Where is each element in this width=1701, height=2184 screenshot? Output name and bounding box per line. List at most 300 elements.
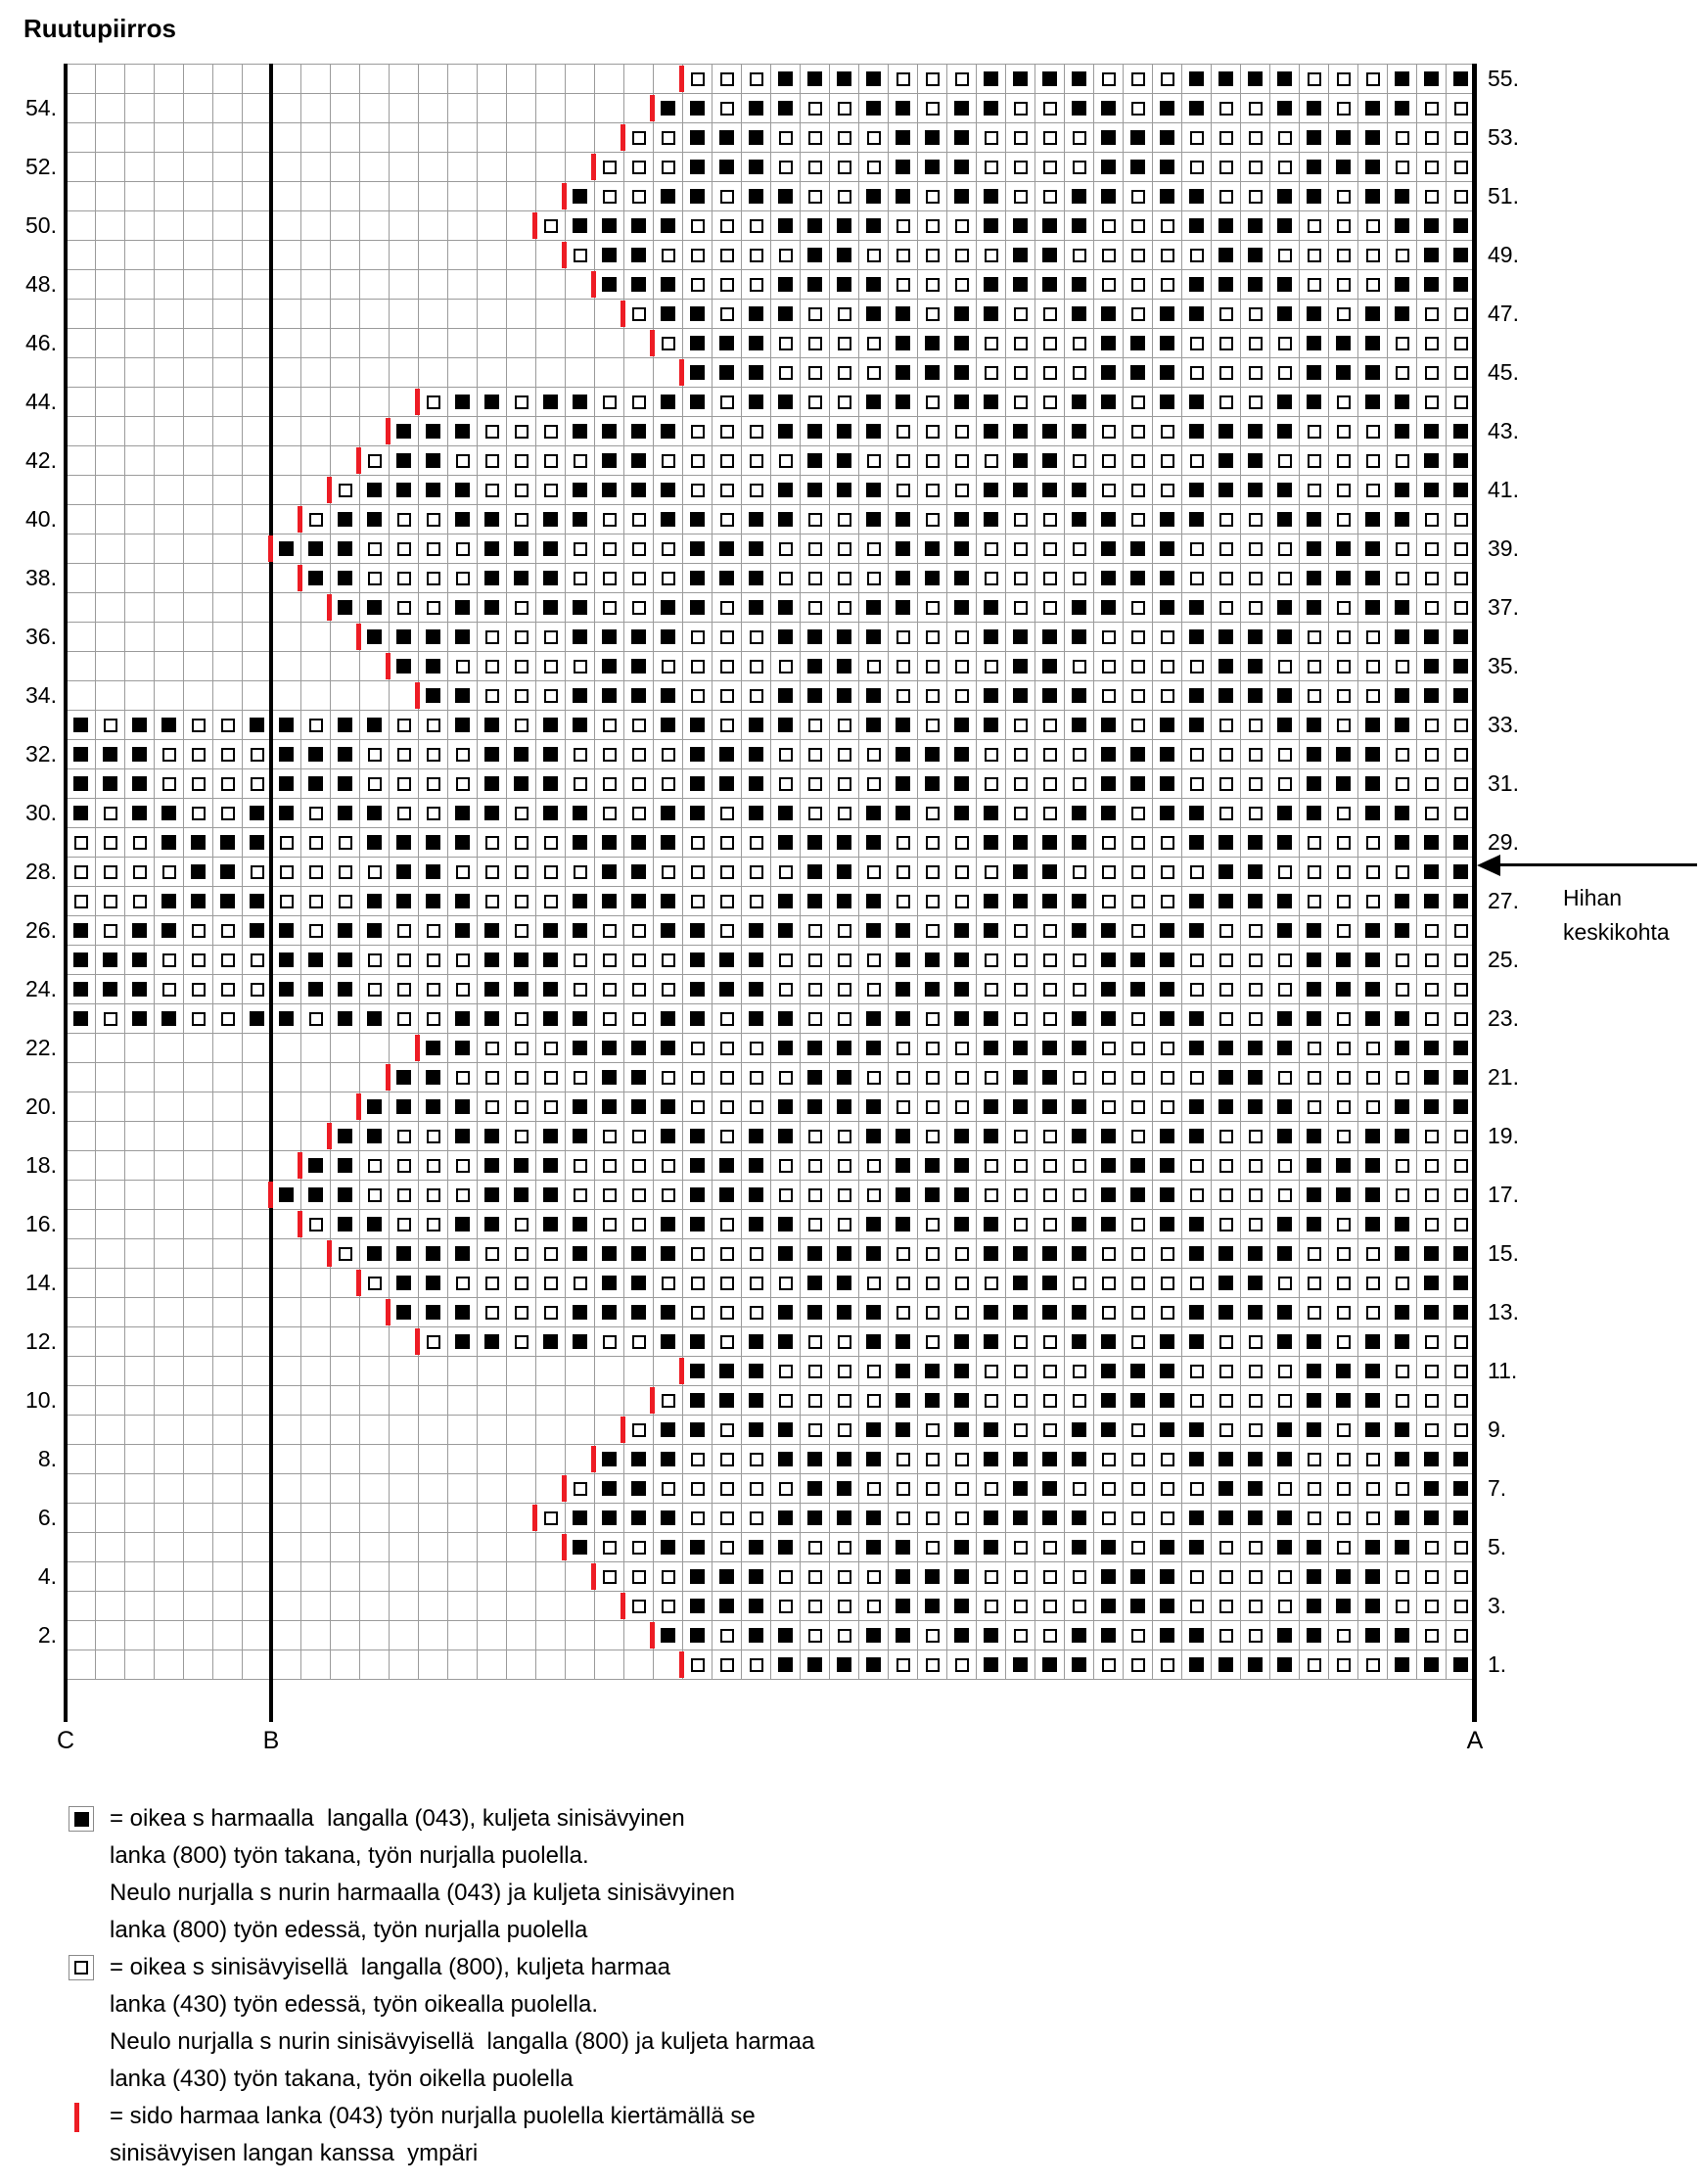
grid-cell — [1153, 1239, 1182, 1269]
grid-cell — [419, 182, 448, 211]
grid-cell — [977, 1004, 1006, 1034]
grid-cell — [390, 564, 419, 593]
open-square-symbol — [1308, 1453, 1321, 1466]
black-square-symbol — [1277, 483, 1292, 497]
black-square-symbol — [1013, 1070, 1028, 1085]
grid-cell — [566, 799, 595, 828]
grid-cell — [272, 1416, 301, 1445]
grid-cell — [419, 828, 448, 858]
grid-cell — [213, 623, 243, 652]
black-square-symbol — [1160, 101, 1174, 116]
black-square-symbol — [690, 1599, 705, 1613]
grid-cell — [1153, 564, 1182, 593]
open-square-symbol — [691, 1482, 705, 1496]
grid-cell — [184, 858, 213, 887]
grid-cell — [1124, 946, 1153, 975]
grid-cell — [654, 1327, 683, 1357]
grid-cell — [1153, 858, 1182, 887]
grid-cell — [947, 1445, 977, 1474]
grid-cell — [507, 1650, 536, 1680]
grid-cell — [683, 1122, 713, 1151]
open-square-symbol — [1249, 777, 1263, 791]
black-square-symbol — [1424, 248, 1439, 262]
open-square-symbol — [1278, 1188, 1292, 1202]
black-square-symbol — [778, 1217, 793, 1231]
open-square-symbol — [1219, 601, 1233, 615]
grid-cell — [1094, 123, 1124, 153]
black-square-symbol — [984, 189, 998, 204]
open-square-symbol — [838, 395, 851, 409]
black-square-symbol — [1101, 1011, 1116, 1026]
open-square-symbol — [926, 1130, 940, 1143]
grid-cell — [1417, 65, 1447, 94]
black-square-symbol — [1307, 160, 1321, 174]
black-square-symbol — [778, 189, 793, 204]
grid-cell — [390, 1269, 419, 1298]
open-square-symbol — [1131, 72, 1145, 86]
grid-cell — [624, 241, 654, 270]
grid-cell — [889, 476, 918, 505]
grid-cell — [1358, 711, 1388, 740]
open-square-symbol — [1190, 1365, 1204, 1378]
open-square-symbol — [1454, 131, 1468, 145]
grid-cell — [536, 652, 566, 681]
grid-cell — [742, 887, 771, 916]
grid-cell — [918, 358, 947, 388]
grid-cell — [272, 476, 301, 505]
grid-cell — [830, 1092, 859, 1122]
grid-cell — [536, 446, 566, 476]
grid-cell — [213, 417, 243, 446]
grid-cell — [96, 65, 125, 94]
black-square-symbol — [778, 1041, 793, 1055]
open-square-symbol — [1073, 1394, 1086, 1408]
open-square-symbol — [1219, 513, 1233, 527]
grid-cell — [801, 417, 830, 446]
grid-cell — [331, 417, 360, 446]
grid-cell — [889, 1621, 918, 1650]
open-square-symbol — [1337, 689, 1351, 703]
grid-cell — [977, 1122, 1006, 1151]
red-twist-tick — [386, 418, 391, 444]
grid-cell — [771, 799, 801, 828]
grid-cell — [830, 300, 859, 329]
grid-cell — [830, 975, 859, 1004]
black-square-symbol — [1189, 1217, 1204, 1231]
grid-cell — [1035, 858, 1065, 887]
open-square-symbol — [867, 1482, 881, 1496]
grid-cell — [213, 740, 243, 769]
grid-cell — [360, 1386, 390, 1416]
grid-cell — [243, 652, 272, 681]
grid-cell — [830, 1210, 859, 1239]
open-square-symbol — [1161, 1306, 1174, 1320]
grid-cell — [243, 1504, 272, 1533]
grid-cell — [918, 446, 947, 476]
open-square-symbol — [515, 1277, 529, 1290]
grid-cell — [184, 1269, 213, 1298]
grid-cell — [243, 1445, 272, 1474]
grid-cell — [859, 1269, 889, 1298]
grid-cell — [125, 476, 155, 505]
open-square-symbol — [544, 689, 558, 703]
grid-cell — [1358, 1269, 1388, 1298]
open-square-symbol — [1425, 601, 1439, 615]
grid-cell — [683, 534, 713, 564]
open-square-symbol — [896, 72, 910, 86]
grid-cell — [830, 446, 859, 476]
open-square-symbol — [1308, 865, 1321, 879]
grid-cell — [889, 505, 918, 534]
grid-cell — [713, 828, 742, 858]
grid-cell — [536, 623, 566, 652]
black-square-symbol — [573, 1510, 587, 1525]
black-square-symbol — [1160, 336, 1174, 350]
grid-cell — [859, 1592, 889, 1621]
open-square-symbol — [1043, 1188, 1057, 1202]
grid-cell — [1417, 270, 1447, 300]
open-square-symbol — [632, 1570, 646, 1584]
open-square-symbol — [1396, 131, 1409, 145]
black-square-symbol — [1307, 1628, 1321, 1643]
grid-cell — [1094, 211, 1124, 241]
black-square-symbol — [1101, 953, 1116, 967]
black-square-symbol — [543, 747, 558, 762]
open-square-symbol — [1131, 454, 1145, 468]
grid-cell — [125, 1445, 155, 1474]
black-square-symbol — [73, 747, 88, 762]
black-square-symbol — [1160, 1569, 1174, 1584]
grid-cell — [243, 1122, 272, 1151]
grid-cell — [624, 858, 654, 887]
grid-cell — [947, 1298, 977, 1327]
grid-cell — [1358, 1239, 1388, 1269]
grid-row-3 — [67, 1592, 1476, 1621]
grid-cell — [566, 65, 595, 94]
open-square-symbol — [515, 484, 529, 497]
open-square-symbol — [603, 542, 617, 556]
open-square-symbol — [750, 1042, 763, 1055]
black-square-symbol — [543, 953, 558, 967]
black-square-symbol — [1395, 629, 1409, 644]
open-square-symbol — [985, 1159, 998, 1173]
grid-cell — [360, 799, 390, 828]
grid-cell — [360, 358, 390, 388]
grid-cell — [1329, 300, 1358, 329]
grid-cell — [889, 388, 918, 417]
grid-cell — [301, 534, 331, 564]
black-square-symbol — [338, 1217, 352, 1231]
grid-cell — [1124, 1504, 1153, 1533]
grid-cell — [331, 476, 360, 505]
grid-cell — [595, 1650, 624, 1680]
grid-cell — [624, 505, 654, 534]
red-twist-tick — [356, 447, 361, 474]
grid-cell — [624, 1474, 654, 1504]
open-square-symbol — [1043, 1600, 1057, 1613]
grid-cell — [654, 1034, 683, 1063]
open-square-symbol — [867, 1600, 881, 1613]
open-square-symbol — [1131, 630, 1145, 644]
grid-row-26 — [67, 916, 1476, 946]
grid-cell — [742, 1416, 771, 1445]
black-square-symbol — [573, 424, 587, 439]
open-square-symbol — [632, 131, 646, 145]
grid-cell — [713, 1004, 742, 1034]
grid-cell — [1270, 593, 1300, 623]
grid-cell — [624, 270, 654, 300]
black-square-symbol — [1336, 541, 1351, 556]
open-square-symbol — [1454, 1423, 1468, 1437]
grid-cell — [624, 534, 654, 564]
grid-cell — [977, 975, 1006, 1004]
grid-cell — [1035, 505, 1065, 534]
grid-cell — [889, 1122, 918, 1151]
grid-cell — [1035, 1034, 1065, 1063]
grid-cell — [1006, 534, 1035, 564]
grid-cell — [1358, 1445, 1388, 1474]
grid-cell — [947, 1269, 977, 1298]
grid-cell — [1182, 329, 1212, 358]
grid-cell — [301, 740, 331, 769]
grid-cell — [654, 1562, 683, 1592]
row-number-left: 48. — [25, 271, 57, 297]
grid-cell — [566, 975, 595, 1004]
grid-cell — [918, 153, 947, 182]
black-square-symbol — [1453, 629, 1468, 644]
grid-cell — [1094, 916, 1124, 946]
grid-cell — [1329, 1533, 1358, 1562]
grid-cell — [272, 593, 301, 623]
open-square-symbol — [662, 131, 675, 145]
open-square-symbol — [1014, 924, 1028, 938]
black-square-symbol — [778, 688, 793, 703]
grid-cell — [478, 564, 507, 593]
grid-cell — [184, 270, 213, 300]
grid-cell — [272, 1298, 301, 1327]
black-square-symbol — [954, 747, 969, 762]
black-square-symbol — [661, 923, 675, 938]
grid-cell — [771, 1445, 801, 1474]
open-square-symbol — [720, 807, 734, 820]
black-square-symbol — [1072, 395, 1086, 409]
black-square-symbol — [1189, 1422, 1204, 1437]
open-square-symbol — [456, 1277, 470, 1290]
grid-cell — [1300, 358, 1329, 388]
grid-cell — [801, 858, 830, 887]
grid-cell — [1212, 1210, 1241, 1239]
grid-cell — [155, 946, 184, 975]
black-square-symbol — [1072, 894, 1086, 908]
black-square-symbol — [426, 1070, 440, 1085]
grid-cell — [360, 241, 390, 270]
open-square-symbol — [1131, 719, 1145, 732]
black-square-symbol — [514, 1187, 529, 1202]
black-square-symbol — [984, 629, 998, 644]
black-square-symbol — [1424, 1070, 1439, 1085]
black-square-symbol — [807, 1510, 822, 1525]
black-square-symbol — [1277, 1217, 1292, 1231]
black-square-symbol — [1453, 894, 1468, 908]
red-twist-tick — [532, 212, 537, 239]
grid-cell — [713, 858, 742, 887]
grid-cell — [947, 1239, 977, 1269]
open-square-symbol — [427, 1218, 440, 1231]
grid-cell — [184, 799, 213, 828]
grid-row-55 — [67, 65, 1476, 94]
open-square-symbol — [896, 219, 910, 233]
black-square-symbol — [661, 1334, 675, 1349]
grid-cell — [918, 1210, 947, 1239]
grid-cell — [272, 769, 301, 799]
grid-cell — [125, 1210, 155, 1239]
open-square-symbol — [808, 542, 822, 556]
grid-cell — [1241, 1034, 1270, 1063]
grid-cell — [360, 94, 390, 123]
grid-cell — [654, 1181, 683, 1210]
grid-cell — [859, 740, 889, 769]
black-square-symbol — [1072, 1129, 1086, 1143]
grid-cell — [360, 858, 390, 887]
grid-cell — [977, 241, 1006, 270]
black-square-symbol — [1307, 953, 1321, 967]
grid-cell — [360, 769, 390, 799]
grid-cell — [1417, 211, 1447, 241]
grid-cell — [566, 1004, 595, 1034]
grid-cell — [1417, 1181, 1447, 1210]
grid-cell — [1300, 1386, 1329, 1416]
grid-cell — [1300, 417, 1329, 446]
black-square-symbol — [1013, 424, 1028, 439]
grid-cell — [243, 1269, 272, 1298]
grid-cell — [1388, 505, 1417, 534]
grid-cell — [918, 388, 947, 417]
grid-cell — [536, 329, 566, 358]
grid-cell — [1417, 711, 1447, 740]
open-square-symbol — [1014, 983, 1028, 997]
grid-cell — [67, 358, 96, 388]
grid-cell — [1035, 799, 1065, 828]
open-square-symbol — [544, 1306, 558, 1320]
grid-cell — [507, 1092, 536, 1122]
grid-cell — [859, 1004, 889, 1034]
grid-cell — [918, 65, 947, 94]
black-square-symbol — [1277, 1246, 1292, 1261]
grid-cell — [713, 1386, 742, 1416]
open-square-symbol — [1249, 1159, 1263, 1173]
black-square-symbol — [690, 395, 705, 409]
grid-cell — [213, 65, 243, 94]
open-square-symbol — [720, 190, 734, 204]
row-number-right: 53. — [1488, 124, 1519, 150]
grid-cell — [977, 1504, 1006, 1533]
open-square-symbol — [1249, 337, 1263, 350]
grid-cell — [1388, 769, 1417, 799]
open-square-symbol — [1043, 1423, 1057, 1437]
black-square-symbol — [1336, 776, 1351, 791]
grid-cell — [947, 358, 977, 388]
grid-cell — [390, 534, 419, 564]
grid-cell — [448, 1533, 478, 1562]
open-square-symbol — [280, 895, 294, 908]
grid-cell — [301, 1445, 331, 1474]
open-square-symbol — [1161, 689, 1174, 703]
open-square-symbol — [603, 748, 617, 762]
grid-cell — [390, 1562, 419, 1592]
open-square-symbol — [1014, 395, 1028, 409]
open-square-symbol — [1014, 513, 1028, 527]
grid-cell — [1094, 358, 1124, 388]
open-square-symbol — [808, 572, 822, 585]
open-square-symbol — [808, 1600, 822, 1613]
black-square-symbol — [1277, 1657, 1292, 1672]
open-square-symbol — [456, 777, 470, 791]
open-square-symbol — [1249, 307, 1263, 321]
grid-cell — [331, 1474, 360, 1504]
grid-cell — [213, 1298, 243, 1327]
open-square-symbol — [1043, 748, 1057, 762]
grid-row-30 — [67, 799, 1476, 828]
grid-row-4 — [67, 1562, 1476, 1592]
open-square-symbol — [1161, 660, 1174, 674]
open-square-symbol — [1366, 1658, 1380, 1672]
sleeve-center-arrow-head — [1477, 855, 1500, 876]
grid-cell — [1300, 593, 1329, 623]
open-square-symbol — [838, 190, 851, 204]
open-square-symbol — [720, 895, 734, 908]
black-square-symbol — [1042, 71, 1057, 86]
black-square-symbol — [1072, 1305, 1086, 1320]
open-square-symbol — [1190, 1277, 1204, 1290]
grid-cell — [1300, 65, 1329, 94]
black-square-symbol — [602, 629, 617, 644]
grid-cell — [859, 123, 889, 153]
grid-cell — [1388, 358, 1417, 388]
grid-cell — [771, 711, 801, 740]
grid-cell — [155, 1416, 184, 1445]
grid-cell — [1417, 1416, 1447, 1445]
black-square-symbol — [103, 982, 117, 997]
grid-cell — [155, 799, 184, 828]
grid-cell — [977, 887, 1006, 916]
grid-cell — [125, 65, 155, 94]
black-square-symbol — [1307, 1364, 1321, 1378]
grid-cell — [1388, 300, 1417, 329]
open-square-symbol — [1278, 249, 1292, 262]
grid-cell — [125, 652, 155, 681]
open-square-symbol — [1278, 542, 1292, 556]
grid-cell — [1241, 681, 1270, 711]
black-square-symbol — [925, 160, 940, 174]
grid-cell — [448, 446, 478, 476]
black-square-symbol — [719, 571, 734, 585]
open-square-symbol — [427, 1159, 440, 1173]
grid-cell — [1212, 1416, 1241, 1445]
grid-row-27 — [67, 887, 1476, 916]
grid-cell — [448, 476, 478, 505]
grid-cell — [96, 681, 125, 711]
black-square-symbol — [1218, 1041, 1233, 1055]
grid-cell — [624, 799, 654, 828]
open-square-symbol — [1190, 983, 1204, 997]
grid-cell — [448, 1562, 478, 1592]
open-square-symbol — [926, 454, 940, 468]
open-square-symbol — [1366, 1482, 1380, 1496]
grid-cell — [859, 828, 889, 858]
open-square-symbol — [1219, 366, 1233, 380]
grid-cell — [1065, 1092, 1094, 1122]
black-square-symbol — [690, 130, 705, 145]
